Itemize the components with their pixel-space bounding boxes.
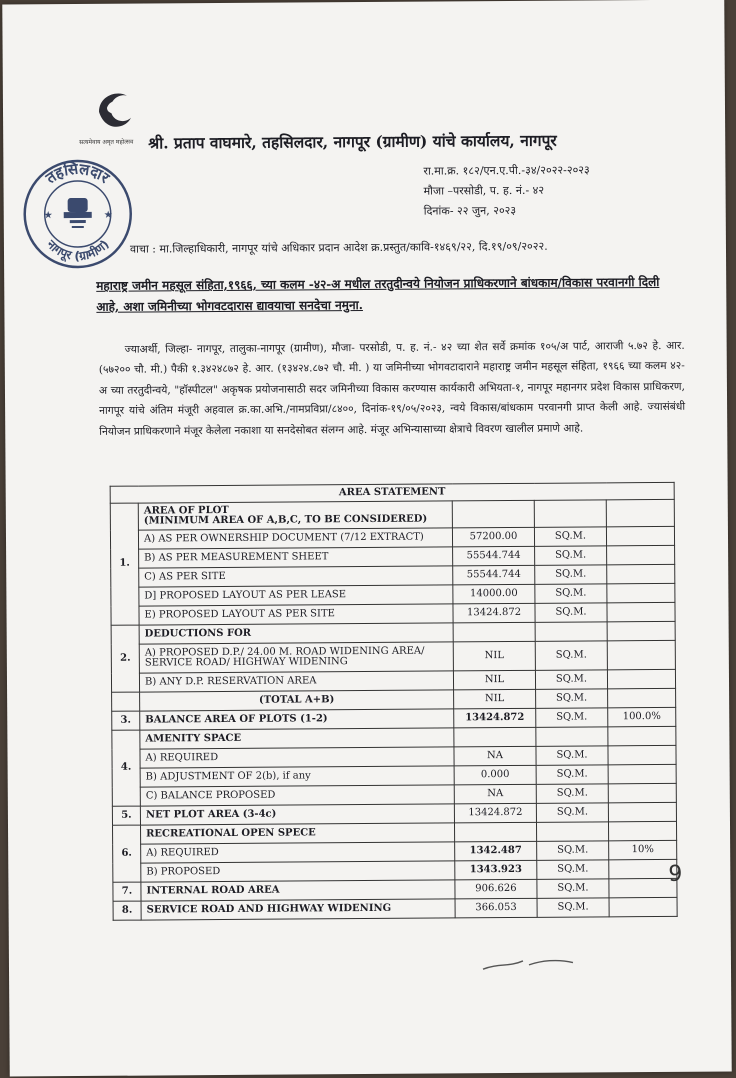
row-unit: SQ.M.	[536, 689, 608, 709]
row-unit: SQ.M.	[536, 765, 608, 785]
svg-text:तहसिलदार	[41, 159, 113, 188]
row-value: 1343.923	[455, 860, 537, 880]
row-label: B) AS PER MEASUREMENT SHEET	[139, 547, 453, 568]
row-label: C) AS PER SITE	[139, 566, 453, 587]
row-unit: SQ.M.	[534, 527, 606, 547]
row-value: NIL	[454, 689, 536, 709]
row-label: BALANCE AREA OF PLOTS (1-2)	[140, 709, 454, 730]
section-heading: AMENITY SPACE	[140, 728, 454, 749]
subject-heading	[96, 272, 686, 318]
row-value: NIL	[453, 670, 535, 690]
subject-text: महाराष्ट्र जमीन महसूल संहिता,१९६६, च्या कलम -४२-अ मधील तरतुदीन्वये नियोजन प्राधिकरणाने बांधकाम/विकास परवानगी दिली आहे, अशा जमिनीच्या भोगवटदारास द्यावयाचा सनदेचा नमुना.	[96, 274, 660, 314]
row-unit: SQ.M.	[535, 603, 607, 623]
row-value: 366.053	[455, 898, 537, 918]
row-value: 0.000	[454, 765, 536, 785]
mouza-line: मौजा –परसोडी, प. ह. नं.- ४२	[423, 183, 545, 198]
office-title: श्री. प्रताप वाघमारे, तहसिलदार, नागपूर (ग्रामीण) यांचे कार्यालय, नागपूर	[148, 130, 557, 153]
row-value: 13424.872	[453, 603, 535, 623]
row-value: 14000.00	[453, 584, 535, 604]
row-unit: SQ.M.	[535, 546, 607, 566]
row-value: 55544.744	[453, 565, 535, 585]
section-heading: RECREATIONAL OPEN SPECE	[140, 823, 454, 844]
row-unit: SQ.M.	[535, 641, 607, 671]
row-value: NA	[454, 784, 536, 804]
row-value: 906.626	[455, 879, 537, 899]
reference-block	[423, 160, 590, 221]
row-number: 2.	[111, 625, 139, 692]
svg-text:नागपूर (ग्रामीण)	[43, 236, 111, 263]
row-value: 13424.872	[454, 708, 536, 728]
row-label: C) BALANCE PROPOSED	[140, 785, 454, 806]
row-value: NA	[454, 746, 536, 766]
row-percentage: 10%	[609, 840, 677, 859]
section-heading: DEDUCTIONS FOR	[139, 623, 453, 644]
row-unit: SQ.M.	[536, 803, 608, 823]
row-label: INTERNAL ROAD AREA	[141, 880, 455, 901]
row-label: B) ADJUSTMENT OF 2(b), if any	[140, 766, 454, 787]
reference-number: रा.मा.क्र. १८२/एन.ए.पी.-३४/२०२२-२०२३	[423, 163, 590, 178]
row-unit: SQ.M.	[537, 841, 609, 861]
row-unit: SQ.M.	[535, 565, 607, 585]
body-paragraph: ज्याअर्थी, जिल्हा- नागपूर, तालुका-नागपूर (ग्रामीण), मौजा- परसोडी, प. ह. नं.- ४२ च्या शेत सर्वे क्रमांक १०५/अ पार्ट, आराजी ५.७२ हे. आर. (५७२०० चौ. मी.) पैकी १.३४२४८७२ हे. आर. (१३४२४.८७२ चौ. मी. ) या जमिनीच्या भोगवटादाराने महाराष्ट्र जमीन महसूल संहिता, १९६६ च्या कलम ४२-अ च्या तरतुदीन्वये, "हॉस्पीटल" अकृषक प्रयोजनासाठी सदर जमिनीच्या विकास करण्यास कार्यकारी अभियता-१, नागपूर महानगर प्रदेश विकास प्राधिकरण, नागपूर यांचे अंतिम मंजूरी अहवाल क्र.का.अभि./नामप्रविप्रा/८४००, दिनांक-१९/०५/२०२३, न्वये विकास/बांधकाम परवानगी प्राप्त केली आहे. ज्यासंबंधी नियोजन प्राधिकरणाने मंजूर केलेला नकाशा या सनदेसोबत संलग्न आहे. मंजूर अभिन्यासाच्या क्षेत्राचे विवरण खालील प्रमाणे आहे.	[98, 339, 686, 438]
row-unit: SQ.M.	[536, 708, 608, 728]
row-unit: SQ.M.	[537, 898, 609, 918]
total-label: (TOTAL A+B)	[140, 690, 454, 711]
pen-scribble-mark	[479, 955, 579, 976]
tehsildar-seal-stamp	[21, 158, 134, 271]
svg-text:★: ★	[43, 210, 53, 222]
row-unit: SQ.M.	[535, 670, 607, 690]
row-unit: SQ.M.	[536, 746, 608, 766]
handwritten-margin-mark: 9	[668, 861, 683, 887]
section-heading-line: AREA OF PLOT	[143, 504, 229, 517]
row-label: SERVICE ROAD AND HIGHWAY WIDENING	[141, 899, 455, 920]
row-label: A) PROPOSED D.P./ 24.00 M. ROAD WIDENING AREA/ SERVICE ROAD/ HIGHWAY WIDENING	[139, 642, 453, 673]
row-percentage: 100.0%	[608, 707, 676, 726]
row-value: 57200.00	[452, 527, 534, 547]
section-heading	[138, 501, 452, 530]
table-row	[110, 499, 674, 530]
row-number: 8.	[113, 901, 141, 920]
emblem-logo-icon	[85, 82, 145, 142]
row-label: D] PROPOSED LAYOUT AS PER LEASE	[139, 585, 453, 606]
row-number: 3.	[112, 711, 140, 730]
row-unit: SQ.M.	[537, 860, 609, 880]
table-title: AREA STATEMENT	[110, 482, 674, 503]
row-label: A) REQUIRED	[140, 747, 454, 768]
date-line: दिनांक- २२ जुन, २०२३	[423, 203, 517, 218]
row-label: B) PROPOSED	[141, 861, 455, 882]
row-label: A) REQUIRED	[141, 842, 455, 863]
row-unit: SQ.M.	[537, 879, 609, 899]
reference-order-line: वाचा : मा.जिल्हाधिकारी, नागपूर यांचे अधिकार प्रदान आदेश क्र.प्रस्तुत/कावि-१४६९/२२, दि.१९/०९/२०२२.	[129, 239, 548, 256]
row-value: 13424.872	[454, 803, 536, 823]
row-label: NET PLOT AREA (3-4c)	[140, 804, 454, 825]
document-page	[2, 0, 731, 1077]
svg-text:★: ★	[103, 209, 113, 221]
section-heading-line: (MINIMUM AREA OF A,B,C, TO BE CONSIDERED)	[143, 513, 428, 527]
row-number: 5.	[112, 806, 140, 825]
row-label: A) AS PER OWNERSHIP DOCUMENT (7/12 EXTRACT)	[138, 528, 452, 549]
row-unit: SQ.M.	[535, 584, 607, 604]
logo-motto: सत्यमेवाय अमृत महोत्सव	[79, 138, 134, 146]
seal-bottom-text: नागपूर (ग्रामीण)	[44, 237, 112, 264]
row-label: B) ANY D.P. RESERVATION AREA	[139, 671, 453, 692]
table-row	[111, 640, 675, 673]
table-row	[113, 897, 677, 920]
row-value: NIL	[453, 641, 535, 671]
area-statement-table	[110, 482, 678, 921]
row-number: 4.	[112, 730, 141, 806]
row-number: 1.	[110, 503, 139, 625]
row-number: 7.	[113, 882, 141, 901]
row-value: 1342.487	[455, 841, 537, 861]
row-value: 55544.744	[453, 546, 535, 566]
row-number: 6.	[112, 825, 140, 882]
row-label: E) PROPOSED LAYOUT AS PER SITE	[139, 604, 453, 625]
row-unit: SQ.M.	[536, 784, 608, 804]
seal-top-text: तहसिलदार	[42, 159, 113, 188]
